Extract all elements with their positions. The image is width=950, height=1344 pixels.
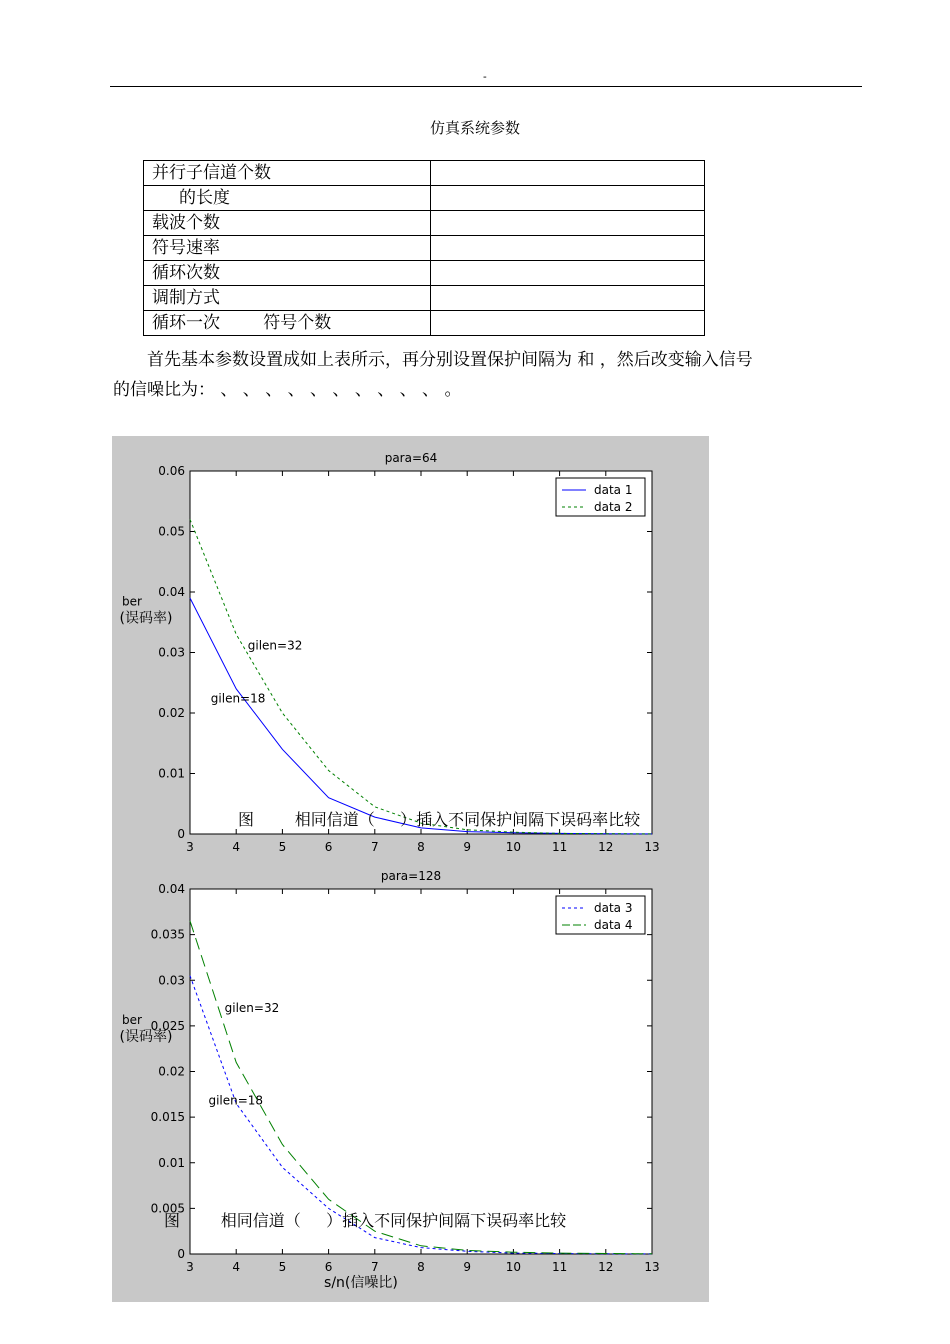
y-axis-label: (误码率) [119, 610, 173, 627]
x-tick-label: 8 [417, 1260, 425, 1274]
plot-area [190, 889, 652, 1254]
plot-area [190, 471, 652, 834]
x-axis-label: s/n(信噪比) [324, 1275, 398, 1291]
x-tick-label: 11 [551, 840, 568, 854]
param-value-cell [431, 311, 705, 336]
param-name-cell: 的长度 [144, 186, 431, 211]
x-tick-label: 5 [278, 1260, 287, 1274]
param-value-cell [431, 211, 705, 236]
header-mark: - [483, 70, 487, 83]
y-tick-label: 0 [177, 1247, 185, 1261]
y-tick-label: 0.04 [158, 585, 185, 599]
param-row [144, 311, 705, 336]
x-tick-label: 12 [598, 840, 614, 854]
y-tick-label: 0.025 [150, 1018, 185, 1033]
legend-label: data 3 [594, 901, 633, 915]
charts-svg [112, 436, 709, 1302]
param-name-cell: 载波个数 [144, 211, 431, 236]
chart-title: para=128 [380, 869, 442, 883]
param-name-cell: 调制方式 [144, 286, 431, 311]
y-axis-label: (误码率) [119, 1029, 173, 1046]
param-name-cell: 循环次数 [144, 261, 431, 286]
y-tick-label: 0.06 [158, 464, 185, 478]
y-tick-label: 0.02 [158, 1064, 185, 1079]
param-row [144, 261, 705, 286]
x-tick-label: 9 [463, 840, 472, 854]
parameters-table [143, 160, 705, 336]
curve-annotation: gilen=32 [247, 638, 303, 653]
x-tick-label: 4 [232, 1260, 241, 1274]
header-rule [110, 86, 862, 87]
param-row [144, 236, 705, 261]
param-row [144, 211, 705, 236]
y-tick-label: 0.035 [150, 927, 185, 942]
paragraph-line-1: 首先基本参数设置成如上表所示，再分别设置保护间隔为 和 ，然后改变输入信号 [147, 350, 753, 370]
x-tick-label: 9 [463, 1260, 472, 1274]
legend-label: data 2 [594, 500, 633, 514]
chart-title: para=64 [384, 451, 438, 465]
curve-annotation: gilen=32 [224, 1001, 280, 1016]
x-tick-label: 3 [186, 840, 194, 854]
param-name-cell: 符号速率 [144, 236, 431, 261]
y-tick-label: 0.04 [158, 882, 185, 896]
y-tick-label: 0.01 [158, 766, 185, 781]
param-name-cell: 循环一次 符号个数 [144, 311, 431, 336]
curve-annotation: gilen=18 [210, 691, 266, 706]
x-tick-label: 6 [324, 1260, 333, 1274]
legend-label: data 1 [594, 483, 633, 497]
param-value-cell [431, 286, 705, 311]
figure-caption-2: 图 相同信道（ ）插入不同保护间隔下误码率比较 [164, 1211, 567, 1230]
x-tick-label: 10 [505, 1260, 522, 1274]
figure-panel [112, 436, 709, 1302]
param-value-cell [431, 186, 705, 211]
x-tick-label: 5 [278, 840, 287, 854]
param-value-cell [431, 161, 705, 186]
x-tick-label: 4 [232, 840, 241, 854]
x-tick-label: 12 [598, 1260, 614, 1274]
x-tick-label: 7 [370, 1260, 379, 1274]
curve-annotation: gilen=18 [208, 1093, 264, 1108]
x-tick-label: 8 [417, 840, 425, 854]
y-tick-label: 0.005 [150, 1201, 185, 1216]
param-row [144, 161, 705, 186]
legend-label: data 4 [594, 918, 633, 932]
y-axis-label: ber [122, 1013, 142, 1028]
x-tick-label: 7 [370, 840, 379, 854]
y-axis-label: ber [122, 594, 142, 609]
x-tick-label: 13 [644, 840, 660, 854]
x-tick-label: 13 [644, 1260, 660, 1274]
figure-caption-1: 图 相同信道（ ）插入不同保护间隔下误码率比较 [238, 810, 641, 829]
param-row [144, 286, 705, 311]
x-tick-label: 10 [505, 840, 522, 854]
table-caption: 仿真系统参数 [429, 119, 520, 137]
paragraph-line-2: 的信噪比为： 、 、 、 、 、 、 、 、 、 、 。 [113, 380, 462, 400]
body-paragraph [113, 345, 863, 405]
param-value-cell [431, 261, 705, 286]
y-tick-label: 0.015 [150, 1110, 185, 1125]
y-tick-label: 0.02 [158, 706, 185, 720]
y-tick-label: 0.05 [158, 524, 185, 539]
param-row [144, 186, 705, 211]
x-tick-label: 6 [324, 840, 333, 854]
param-name-cell: 并行子信道个数 [144, 161, 431, 186]
param-value-cell [431, 236, 705, 261]
y-tick-label: 0.03 [158, 973, 185, 988]
x-tick-label: 11 [551, 1260, 568, 1274]
x-tick-label: 3 [186, 1260, 194, 1274]
y-tick-label: 0.03 [158, 645, 185, 660]
y-tick-label: 0 [177, 827, 185, 841]
y-tick-label: 0.01 [158, 1155, 185, 1170]
